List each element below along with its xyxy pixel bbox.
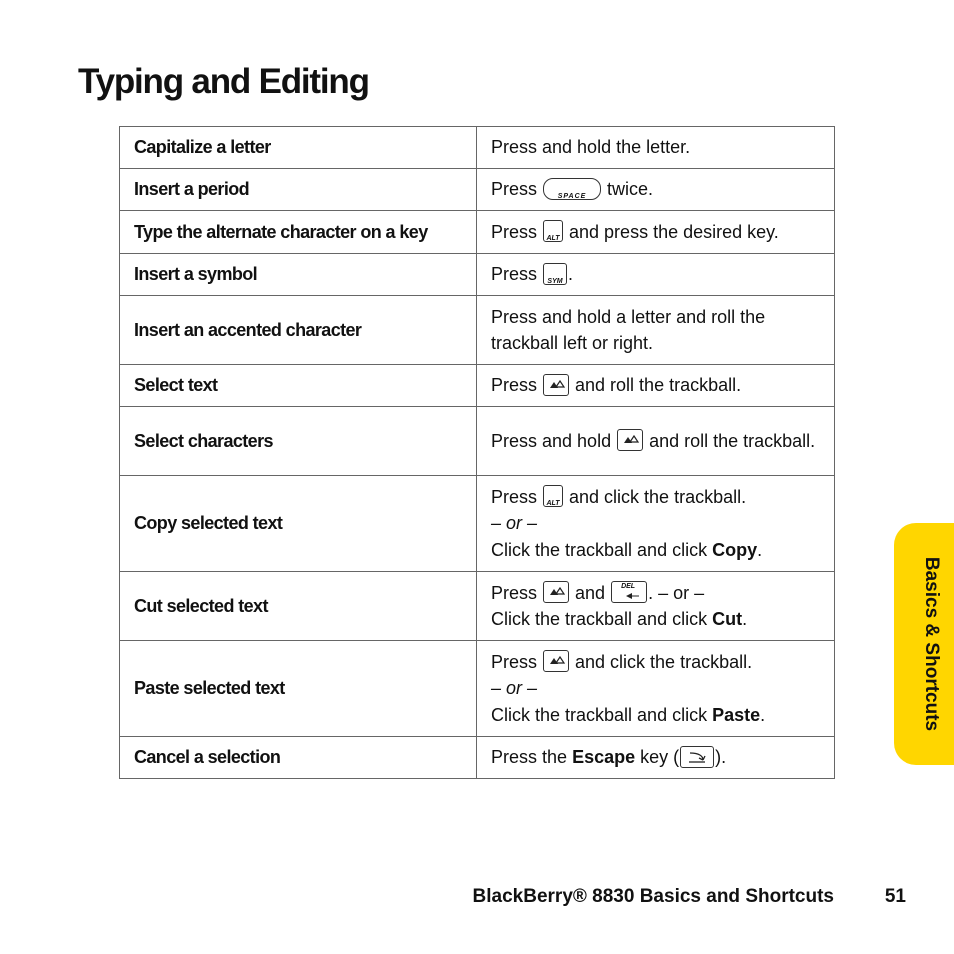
- key-text: key (: [640, 747, 680, 768]
- action-cell: Insert an accented character: [120, 296, 477, 365]
- action-cell: Insert a period: [120, 169, 477, 211]
- description-cell: [477, 296, 835, 365]
- action-cell: Paste selected text: [120, 641, 477, 737]
- menu-item-name: Copy: [712, 539, 758, 560]
- suffix-text: and roll the trackball.: [649, 430, 816, 451]
- action-cell: Capitalize a letter: [120, 127, 477, 169]
- press-text: Press and hold: [491, 430, 612, 451]
- press-text: Press the: [491, 747, 568, 768]
- action-cell: Type the alternate character on a key: [120, 211, 477, 254]
- section-tab-label: Basics & Shortcuts: [921, 556, 942, 732]
- page-title: Typing and Editing: [78, 62, 369, 101]
- menu-item-name: Paste: [712, 704, 761, 725]
- sym-key-icon: [543, 263, 567, 285]
- description-cell: [477, 127, 835, 169]
- table-row: [120, 296, 835, 365]
- menu-item-name: Cut: [712, 609, 743, 629]
- suffix-text: .: [568, 264, 574, 285]
- description-text: Press and hold a letter and roll the trackball left or right.: [491, 306, 766, 353]
- footer-title: BlackBerry® 8830 Basics and Shortcuts: [472, 886, 834, 907]
- action-cell: Insert a symbol: [120, 254, 477, 296]
- escape-key-icon: [680, 746, 714, 768]
- table-row: [120, 211, 835, 254]
- description-cell: [477, 641, 835, 737]
- table-row: [120, 641, 835, 737]
- press-text: Press: [491, 651, 538, 672]
- description-cell: [477, 737, 835, 779]
- delete-key-icon: [611, 581, 647, 603]
- suffix-text: and click the trackball.: [575, 651, 753, 672]
- shift-key-icon: [543, 650, 569, 672]
- shift-key-icon: [543, 581, 569, 603]
- description-cell: [477, 365, 835, 407]
- action-cell: Cut selected text: [120, 572, 477, 641]
- table-row: [120, 365, 835, 407]
- alt-key-icon: [543, 220, 563, 242]
- period-text: .: [757, 539, 763, 560]
- table-row: [120, 254, 835, 296]
- space-key-icon: [543, 178, 601, 200]
- press-text: Press: [491, 264, 538, 285]
- or-text: . – or –: [648, 582, 705, 603]
- press-text: Press: [491, 221, 538, 242]
- or-text: – or –: [491, 513, 538, 534]
- alt-key-label: ALT: [546, 500, 560, 507]
- press-text: Press: [491, 179, 538, 200]
- description-cell: [477, 254, 835, 296]
- period-text: .: [742, 609, 748, 629]
- alternative-text: Click the trackball and click: [491, 539, 708, 560]
- suffix-text: twice.: [607, 179, 654, 200]
- table-row: [120, 572, 835, 641]
- description-cell: [477, 211, 835, 254]
- action-cell: Copy selected text: [120, 476, 477, 572]
- alt-key-icon: [543, 485, 563, 507]
- press-text: Press: [491, 486, 538, 507]
- shift-key-icon: [543, 374, 569, 396]
- or-text: – or –: [491, 678, 538, 699]
- action-cell: Select text: [120, 365, 477, 407]
- press-text: Press: [491, 582, 538, 603]
- end-text: ).: [715, 747, 727, 768]
- space-key-label: SPACE: [557, 192, 587, 200]
- key-name: Escape: [572, 747, 636, 768]
- description-cell: [477, 169, 835, 211]
- shift-key-icon: [617, 429, 643, 451]
- suffix-text: and click the trackball.: [569, 486, 747, 507]
- page-number: 51: [884, 886, 906, 907]
- period-text: .: [760, 704, 766, 725]
- alt-key-label: ALT: [546, 235, 560, 242]
- description-cell: [477, 407, 835, 476]
- description-cell: [477, 476, 835, 572]
- description-text: Press and hold the letter.: [491, 137, 691, 158]
- table-row: [120, 737, 835, 779]
- action-cell: Cancel a selection: [120, 737, 477, 779]
- table-row: [120, 407, 835, 476]
- alternative-text: Click the trackball and click: [491, 609, 708, 629]
- and-text: and: [575, 582, 606, 603]
- del-key-label: DEL: [621, 582, 636, 590]
- table-row: [120, 476, 835, 572]
- typing-editing-table: [119, 126, 835, 779]
- suffix-text: and press the desired key.: [569, 221, 779, 242]
- press-text: Press: [491, 375, 538, 396]
- description-cell: [477, 572, 835, 641]
- table-row: [120, 127, 835, 169]
- suffix-text: and roll the trackball.: [575, 375, 742, 396]
- sym-key-label: SYM: [547, 277, 563, 285]
- alternative-text: Click the trackball and click: [491, 704, 708, 725]
- table-row: [120, 169, 835, 211]
- action-cell: Select characters: [120, 407, 477, 476]
